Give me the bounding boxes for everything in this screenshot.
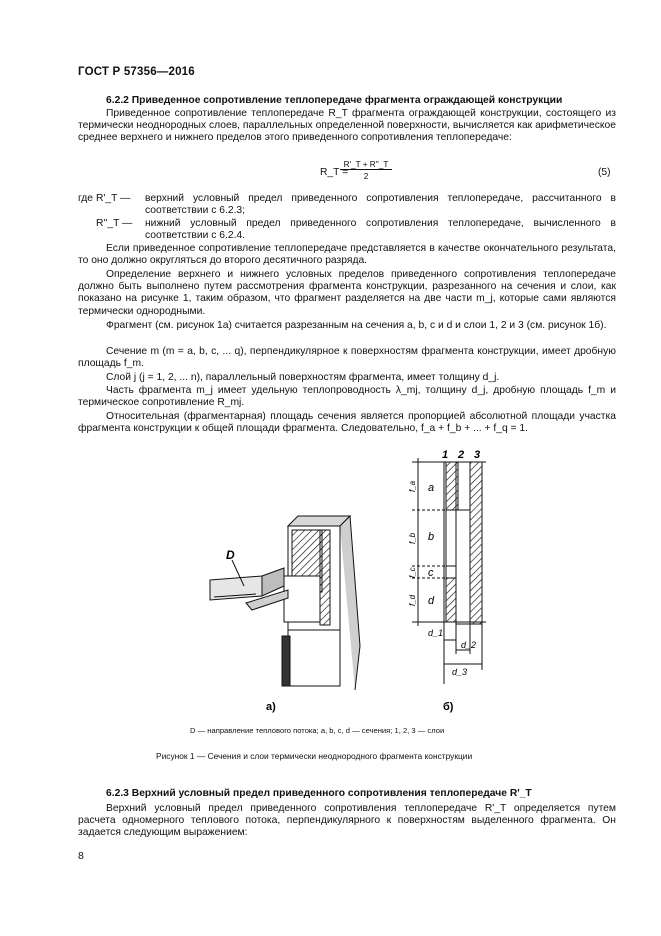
formula-lhs: R_T = [320, 167, 349, 178]
section-6-2-2-heading: 6.2.2 Приведенное сопротивление теплопередаче фрагмента ограждающей конструкции [106, 95, 563, 106]
section-6-2-3-heading: 6.2.3 Верхний условный предел приведенного сопротивления теплопередаче R'_T [106, 788, 532, 799]
figure-legend: D — направление теплового потока; a, b, c, d — сечения; 1, 2, 3 — слои [190, 726, 445, 735]
paragraph-upper-limit: Верхний условный предел приведенного сопротивления теплопередаче R'_T определяется путем расчета одномерного теплового потока, перпендикулярного к поверхностям выделенного фрагмента. Он задается следующим выражением: [78, 803, 616, 839]
panel-a-label: а) [266, 701, 276, 713]
where-label: где [78, 193, 94, 204]
label-d: D [226, 548, 235, 562]
dim-fd: f_d [408, 594, 417, 606]
panel-a-drawing [210, 516, 360, 690]
definition-2-symbol: R''_T — [96, 218, 133, 229]
dim-d1: d_1 [428, 628, 444, 638]
page-number: 8 [78, 850, 84, 862]
paragraph-part: Часть фрагмента m_j имеет удельную теплопроводность λ_mj, толщину d_j, дробную площадь f_m и термическое сопротивление R_mj. [78, 385, 616, 409]
dim-fa: f_a [408, 480, 417, 492]
definition-1: верхний условный предел приведенного сопротивления теплопередаче, рассчитанного в соответствии с 6.2.3; [145, 193, 616, 217]
section-c-label: c [428, 567, 434, 579]
section-a-label: a [428, 482, 435, 494]
layer-2-label: 2 [458, 449, 465, 461]
dim-fb: f_b [408, 532, 417, 544]
definition-1-symbol: R'_T — [96, 193, 131, 204]
formula-numerator: R'_T + R''_T [340, 160, 392, 170]
dim-d3: d_3 [452, 667, 468, 677]
paragraph-layer: Слой j (j = 1, 2, ... n), параллельный поверхностям фрагмента, имеет толщину d_j. [106, 372, 500, 383]
document-header: ГОСТ Р 57356—2016 [78, 66, 195, 78]
figure-caption: Рисунок 1 — Сечения и слои термически неоднородного фрагмента конструкции [156, 751, 473, 761]
paragraph-section: Сечение m (m = a, b, c, ... q), перпендикулярное к поверхностям фрагмента конструкции, имеет дробную площадь f_m. [78, 346, 616, 370]
panel-b-label: б) [443, 701, 454, 713]
layer-1-label: 1 [442, 449, 449, 461]
formula-number: (5) [598, 167, 611, 178]
layer-3-label: 3 [474, 449, 481, 461]
paragraph-fragment: Фрагмент (см. рисунок 1а) считается разрезанным на сечения a, b, c и d и слои 1, 2 и 3 (см. рисунок 1б). [106, 320, 607, 331]
paragraph-rounding: Если приведенное сопротивление теплопередаче представляется в качестве окончательного результата, то оно должно округляться до второго десятичного разряда. [78, 243, 616, 267]
section-b-label: b [428, 531, 435, 543]
paragraph-definition-rt: Приведенное сопротивление теплопередаче R_T фрагмента ограждающей конструкции, состоящего из термически неоднородных слоев, параллельных определенной поверхности, вычисляется как арифметическое среднее верхнего и нижнего пределов этого приведенного сопротивления теплопередаче: [78, 108, 616, 144]
figure-1 [0, 440, 661, 713]
dim-fc: f_c [408, 567, 417, 578]
paragraph-limits: Определение верхнего и нижнего условных пределов приведенного сопротивления теплопередаче должно быть выполнено путем рассмотрения фрагмента конструкции, разрезанного на сечения и слои, как показано на рисунке 1, таким образом, что фрагмент разделяется на две части m_j, которые сами являются термически однородными. [78, 269, 616, 317]
dim-d2: d_2 [461, 640, 477, 650]
paragraph-relative-area: Относительная (фрагментарная) площадь сечения является пропорцией абсолютной площади участка фрагмента конструкции к общей площади фрагмента. Следовательно, f_a + f_b + ... + f_q = 1. [78, 411, 616, 435]
definition-2: нижний условный предел приведенного сопротивления теплопередаче, вычисленного в соответствии с 6.2.4. [145, 218, 616, 242]
section-d-label: d [428, 595, 435, 607]
formula-denominator: 2 [363, 172, 369, 181]
panel-b-drawing [412, 458, 486, 684]
